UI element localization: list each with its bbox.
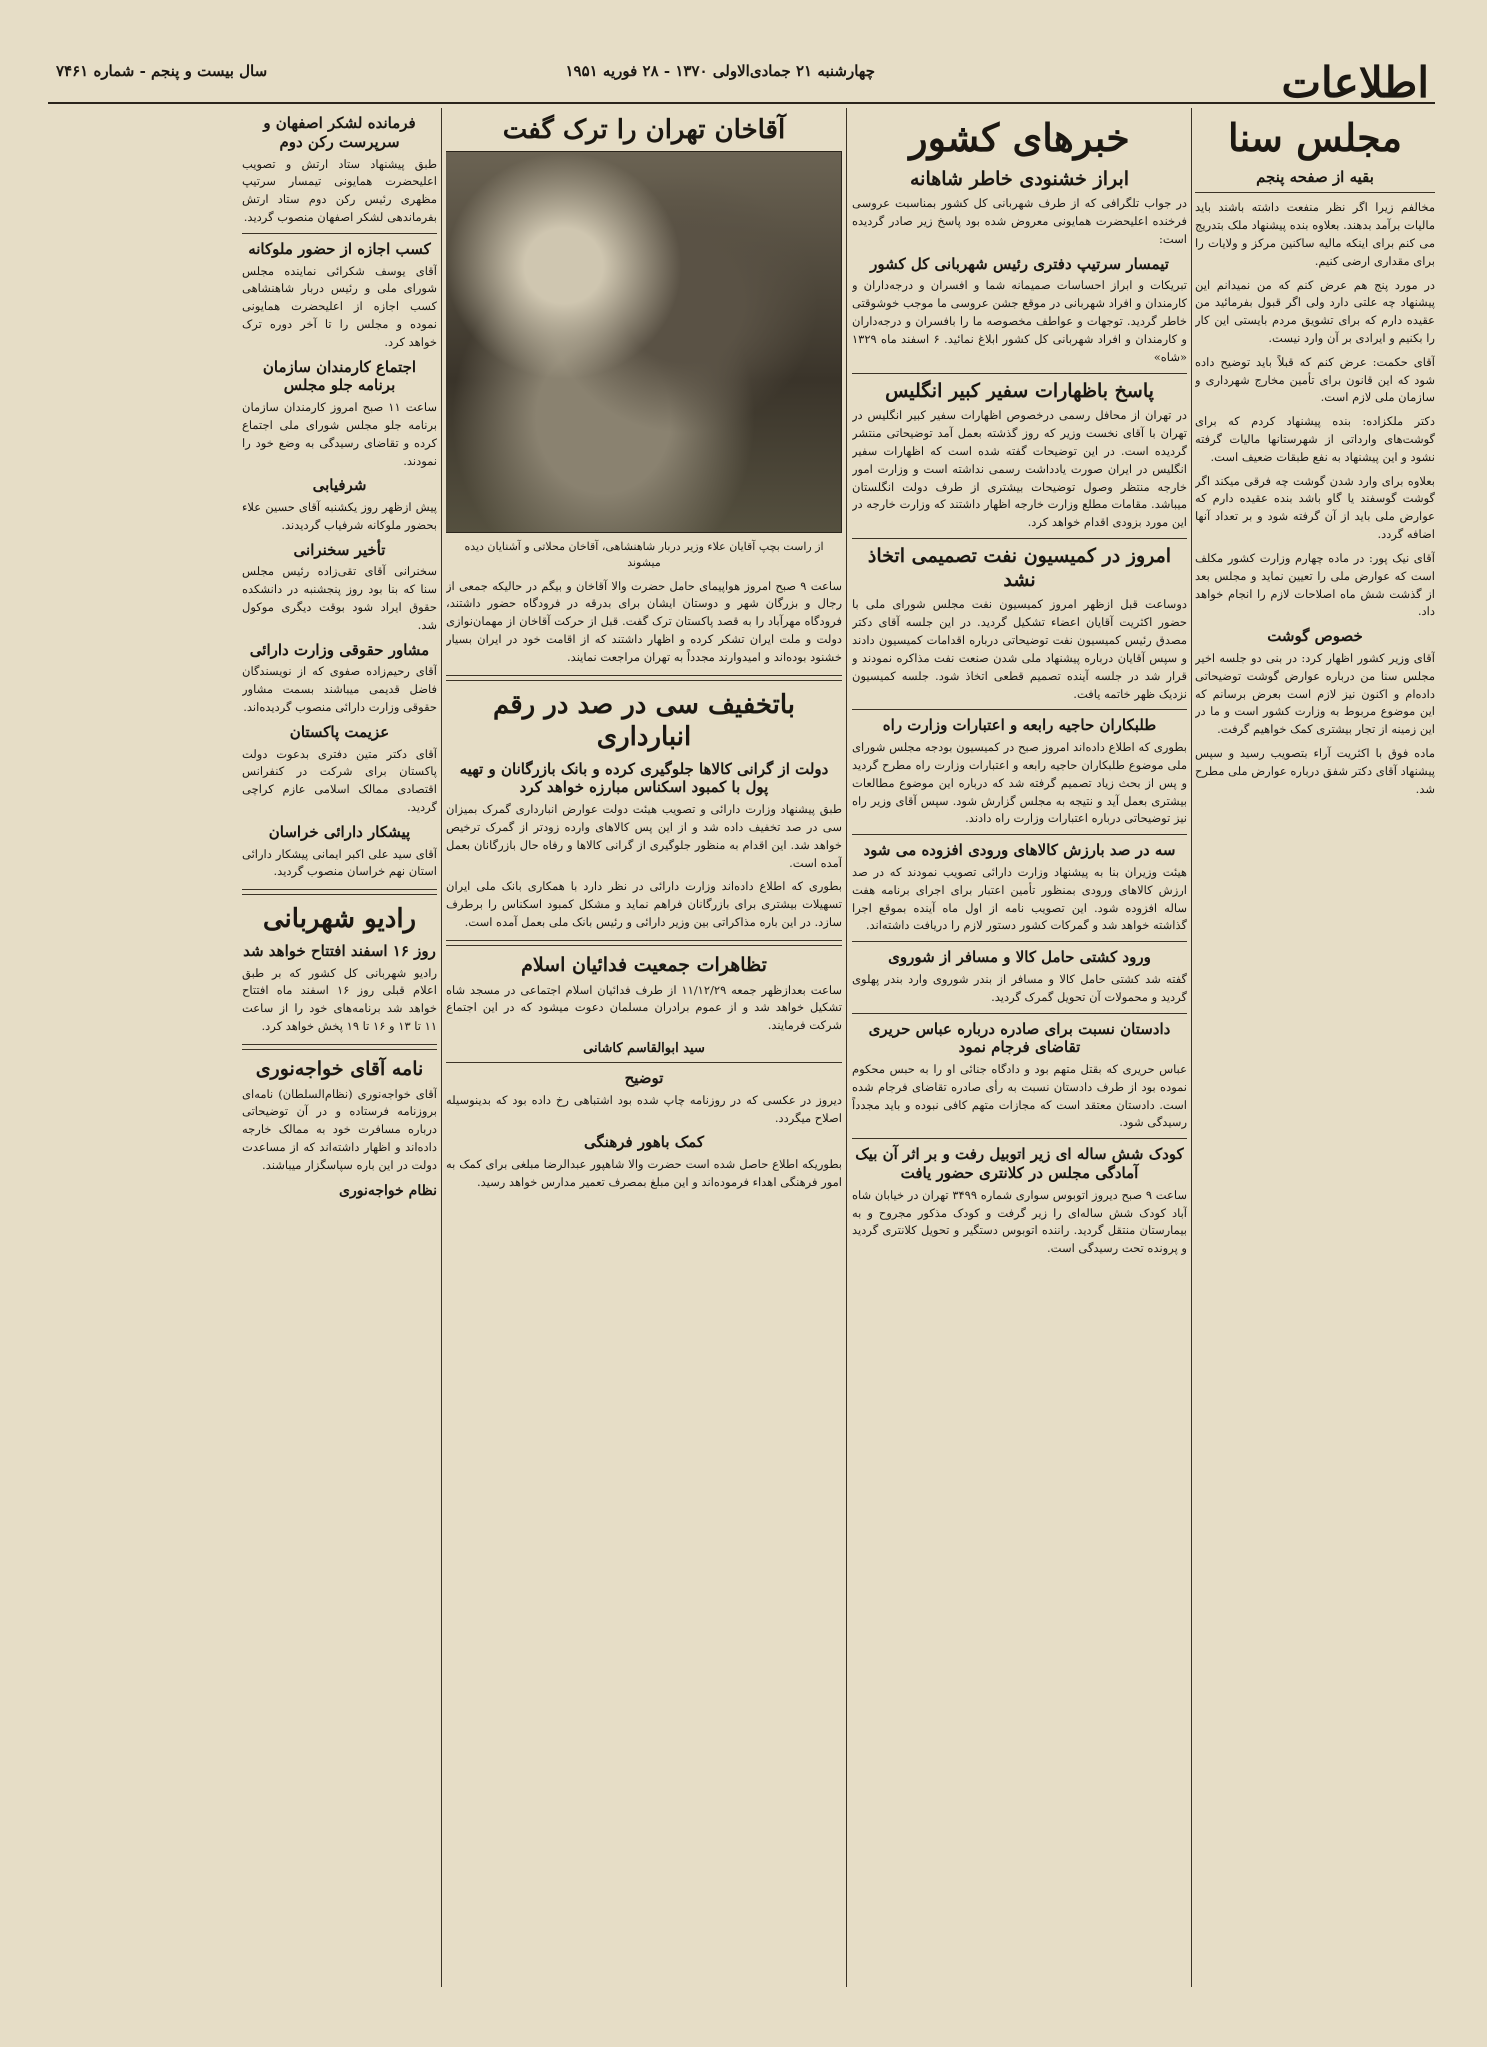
paragraph: بطوری که اطلاع داده‌اند وزارت دارائی در نظر دارد با همکاری بانک ملی ایران تسهیلات بیشتری برای بازرگانان فراهم نماید و مشکل کمبود اسکناس را برطرف سازد. در این باره مذاکراتی بین وزیر دارائی و رئیس بانک ملی بعمل آمده است. xyxy=(446,879,842,929)
paragraph: گفته شد کشتی حامل کالا و مسافر از بندر شوروی وارد بندر پهلوی گردید و محمولات آن تحویل گمرک گردید. xyxy=(852,971,1187,1004)
column-domestic-news xyxy=(852,108,1187,1987)
divider xyxy=(1195,192,1435,193)
article-heading: کمک باهور فرهنگی xyxy=(584,1133,704,1152)
paragraph: آقای یوسف شکرائی نماینده مجلس شورای ملی و رئیس دربار شاهنشاهی کسب اجازه از اعلیحضرت همایونی نموده و مجلس را تا آخر دوره ترک خواهد کرد. xyxy=(242,263,437,349)
paragraph: ساعت ۹ صبح دیروز اتوبوس سواری شماره ۳۴۹۹ تهران در خیابان شاه آباد کودک شش ساله‌ای را زیر گرفت و کودک مذکور مجروح و به بیمارستان منتقل گردید. راننده اتوبوس دستگیر و تحویل کلانتری گردید و پرونده تحت رسیدگی است. xyxy=(852,1187,1187,1256)
divider xyxy=(852,538,1187,539)
paragraph: ساعت ۱۱ صبح امروز کارمندان سازمان برنامه جلو مجلس شورای ملی اجتماع کرده و تقاضای رسیدگی به وضع خود را نمودند. xyxy=(242,400,437,468)
article-heading: مشاور حقوقی وزارت دارائی xyxy=(249,640,430,659)
article-subtitle: ابراز خشنودی خاطر شاهانه xyxy=(909,167,1130,190)
divider xyxy=(446,940,842,946)
photo-image xyxy=(446,151,842,533)
column-rule xyxy=(846,108,847,1987)
paragraph: ساعت بعدازظهر جمعه ۱۱/۱۲/۲۹ از طرف فدائیان اسلام اجتماعی در مسجد شاه تشکیل خواهد شد و از عموم برادران مسلمان دعوت میشود که در این اجتماع شرکت فرمایند. xyxy=(446,982,842,1033)
article-heading: ورود کشتی حامل کالا و مسافر از شوروی xyxy=(888,948,1151,967)
divider xyxy=(852,709,1187,710)
column-rule xyxy=(1191,108,1192,1987)
article-title: باتخفیف سی در صد در رقم انبارداری xyxy=(492,689,796,753)
paragraph: آقای وزیر کشور اظهار کرد: در بنی دو جلسه اخیر مجلس سنا من درباره عوارض گوشت توضیحاتی داده‌ام و اکنون نیز لازم است بعرض برسانم که این موضوع مربوط به وزارت کشور است و ما در این زمینه از تجار بیشتری کمک خواهیم گرفت. xyxy=(1195,650,1435,737)
section-heading: خصوص گوشت xyxy=(1267,627,1363,646)
paragraph: آقای حکمت: عرض کنم که قبلاً باید توضیح داده شود که این قانون برای تأمین مخارج شهرداری و سازمان ملی لازم است. xyxy=(1195,354,1435,405)
article-heading: عزیمت پاکستان xyxy=(289,722,390,741)
paragraph: آقای نیک پور: در ماده چهارم وزارت کشور مکلف است که عوارض ملی را تعیین نماید و مجلس بعد از گذشت شش ماه اصلاحات لازم را انجام خواهد داد. xyxy=(1195,550,1435,619)
article-heading: طلبکاران حاجیه رابعه و اعتبارات وزارت راه xyxy=(882,716,1157,735)
column-photo-news xyxy=(446,108,842,1987)
news-photo xyxy=(446,151,842,533)
dateline: چهارشنبه ۲۱ جمادی‌الاولی ۱۳۷۰ - ۲۸ فوریه ۱۹۵۱ xyxy=(565,62,875,80)
article-heading: کسب اجازه از حضور ملوکانه xyxy=(248,239,431,258)
divider xyxy=(852,1138,1187,1139)
signature: سید ابوالقاسم کاشانی xyxy=(583,1040,705,1056)
paragraph: بطوری که اطلاع داده‌اند امروز صبح در کمیسیون بودجه مجلس شورای ملی موضوع طلبکاران حاجیه رابعه و اعتبارات وزارت راه مطرح گردید و پس از بحث زیاد تصمیم گرفته شد که درباره این موضوع مطالعات بیشتری بعمل آید و نتیجه به مجلس گزارش شود. سپس آقای وزیر راه نیز توضیحاتی درباره اعتبارات وزارت راه دادند. xyxy=(852,740,1187,826)
paragraph: بعلاوه برای وارد شدن گوشت چه فرقی میکند اگر گوشت گوسفند یا گاو باشد بنده عقیده دارم که عوارض ملی باید از آن گرفته شود و بر تعداد آنها اضافه گردد. xyxy=(1195,473,1435,542)
volume-number: سال بیست و پنجم - شماره ۷۴۶۱ xyxy=(56,62,268,80)
paragraph: در جواب تلگرافی که از طرف شهربانی کل کشور بمناسبت عروسی فرخنده اعلیحضرت همایونی معروض شده بود پاسخ زیر صادر گردیده است: xyxy=(852,196,1187,246)
paragraph: آقای دکتر متین دفتری بدعوت دولت پاکستان برای شرکت در کنفرانس اقتصادی ممالک اسلامی عازم کراچی گردید. xyxy=(242,746,437,815)
article-heading: کودک شش ساله ای زیر اتوبیل رفت و بر اثر آن بیک آمادگی مجلس در کلانتری حضور یافت xyxy=(855,1145,1184,1182)
paragraph: عباس حریری که بقتل متهم بود و دادگاه جنائی او را به حبس محکوم نموده بود از طرف دادستان نسبت به رأی صادره تقاضای فرجام شده است. دادستان معتقد است که مجازات متهم کافی نبوده و باید مجدداً رسیدگی شود. xyxy=(852,1062,1187,1130)
photo-caption: از راست بچپ آقایان علاء وزیر دربار شاهنشاهی، آقاخان محلاتی و آشنایان دیده میشوند xyxy=(464,539,824,569)
article-subtitle: روز ۱۶ اسفند افتتاح خواهد شد xyxy=(243,941,436,960)
paragraph: دیروز در عکسی که در روزنامه چاپ شده بود اشتباهی رخ داده بود که بدینوسیله اصلاح میگردد. xyxy=(446,1092,842,1125)
paragraph: رادیو شهربانی کل کشور که بر طبق اعلام قبلی روز ۱۶ اسفند ماه افتتاح خواهد شد برنامه‌های خود را از ساعت ۱۱ تا ۱۳ و ۱۶ تا ۱۹ پخش خواهد کرد. xyxy=(242,965,437,1033)
paragraph: در تهران از محافل رسمی درخصوص اظهارات سفیر کبیر انگلیس در تهران با آقای نخست وزیر که روز گذشته بعمل آمد توضیحاتی منتشر گردیده است. در این توضیحات گفته شده است که اظهارات سفیر انگلیس در ایران صورت یادداشت رسمی نداشته است و وزارت امور خارجه منتظر وصول توضیحات بیشتری از طرف دولت انگلستان میباشد. مقامات مطلع وزارت خارجه اظهار داشتند که وزارت خارجه در این مورد بزودی اقدام خواهد کرد. xyxy=(852,408,1187,530)
paragraph: مخالفم زیرا اگر نظر منفعت داشته باشند باید مالیات برآمد بدهند. بعلاوه بنده پیشنهاد ملک بتدریج می کنم برای اینکه مالیه ساکنین مرکز و ولایات را برای مقداری ارضی کنیم. xyxy=(1195,200,1435,268)
article-heading: دادستان نسبت برای صادره درباره عباس حریری تقاضای فرجام نمود xyxy=(868,1019,1171,1057)
article-title: خبرهای کشور xyxy=(909,115,1130,160)
article-heading: اجتماع کارمندان سازمان برنامه جلو مجلس xyxy=(262,357,417,395)
article-title: رادیو شهربانی xyxy=(262,904,417,935)
masthead xyxy=(48,58,1435,107)
paragraph: پیش ازظهر روز یکشنبه آقای حسین علاء بحضور ملوکانه شرفیاب گردیدند. xyxy=(242,500,437,532)
paragraph: هیئت وزیران بنا به پیشنهاد وزارت دارائی تصویب نمودند که در صد ارزش کالاهای ورودی بمنظور تأمین اعتبار برای اجرای برنامه هفت ساله افزوده شود. این تصویب نامه از اول ماه آینده بموقع اجرا گذاشته خواهد شد و گمرکات کشور دستور لازم را دریافت داشته‌اند. xyxy=(852,864,1187,933)
divider xyxy=(446,675,842,681)
paragraph: طبق پیشنهاد وزارت دارائی و تصویب هیئت دولت عوارض انبارداری گمرک بمیزان سی در صد تخفیف داده شد و از این پس کالاهای وارده زودتر از گمرک ترخیص خواهد شد. این اقدام به منظور جلوگیری از گرانی کالاها و رفاه حال بازرگانان بعمل آمده است. xyxy=(446,802,842,870)
paragraph: سخنرانی آقای تقی‌زاده رئیس مجلس سنا که بنا بود روز پنجشنبه در دانشکده حقوق ایراد شود بوقت دیگری موکول شد. xyxy=(242,564,437,632)
paragraph: دوساعت قبل ازظهر امروز کمیسیون نفت مجلس شورای ملی با حضور اکثریت آقایان اعضاء تشکیل گردید. در این جلسه آقای دکتر مصدق رئیس کمیسیون نفت توضیحاتی درباره اقدامات کمیسیون دادند و سپس آقایان درباره پیشنهاد ملی شدن صنعت نفت مذاکره نمودند و قرار شد در جلسه آینده تصمیم قطعی اتخاذ شود. جلسه کمیسیون نزدیک ظهر خاتمه یافت. xyxy=(852,597,1187,701)
divider xyxy=(242,233,437,234)
divider xyxy=(852,941,1187,942)
divider xyxy=(852,373,1187,374)
article-heading: سه در صد بارزش کالاهای ورودی افزوده می شود xyxy=(863,841,1176,860)
article-title: تظاهرات جمعیت فدائیان اسلام xyxy=(521,953,767,976)
divider xyxy=(242,1044,437,1050)
paragraph: طبق پیشنهاد ستاد ارتش و تصویب اعلیحضرت همایونی تیمسار سرتیپ مظهری رئیس رکن دوم ستاد ارتش بفرماندهی لشکر اصفهان منصوب گردید. xyxy=(242,156,437,224)
article-title: نامه آقای خواجه‌نوری xyxy=(255,1057,424,1080)
paragraph: آقای سید علی اکبر ایمانی پیشکار دارائی استان نهم خراسان منصوب گردید. xyxy=(242,846,437,879)
divider xyxy=(242,889,437,895)
divider xyxy=(852,1013,1187,1014)
paragraph: در مورد پنج هم عرض کنم که من نمیدانم این پیشنهاد چه علتی دارد ولی اگر قبول بفرمائید من عقیده دارم که برای تشویق مردم بایستی این کار را بکنیم و ایرادی بر آن وارد نیست. xyxy=(1195,277,1435,345)
paper-name: اطلاعات xyxy=(1281,58,1429,107)
paragraph: دکتر ملکزاده: بنده پیشنهاد کردم که برای گوشت‌های وارداتی از شهرستانها مالیات گرفته نشود و این پیشنهاد به نفع طبقات ضعیف است. xyxy=(1195,414,1435,464)
article-heading: تأخیر سخنرانی xyxy=(293,540,386,559)
article-heading: پیشکار دارائی خراسان xyxy=(268,822,411,841)
divider xyxy=(446,1062,842,1063)
paragraph: آقای خواجه‌نوری (نظام‌السلطان) نامه‌ای بروزنامه فرستاده و در آن توضیحاتی درباره مسافرت خود به ممالک خارجه داده‌اند و اظهار داشته‌اند که از مساعدت دولت در این باره سپاسگزار میباشند. xyxy=(242,1086,437,1172)
column-rule xyxy=(441,108,442,1987)
column-senate xyxy=(1195,108,1435,1987)
paragraph: تبریکات و ابراز احساسات صمیمانه شما و افسران و درجه‌داران و کارمندان و افراد شهربانی در موقع جشن عروسی ما موجب خوشوقتی خاطر گردید. توجهات و عواطف مخصوصه ما را بافسران و درجه‌داران و کارمندان و افراد شهربانی کل کشور ابلاغ نمائید. ۶ اسفند ماه ۱۳۲۹ «شاه» xyxy=(852,278,1187,364)
article-heading: فرمانده لشکر اصفهان و سرپرست رکن دوم xyxy=(263,114,416,151)
article-subtitle: بقیه از صفحه پنجم xyxy=(1256,167,1374,186)
article-heading: پاسخ باظهارات سفیر کبیر انگلیس xyxy=(885,379,1154,402)
article-heading: توضیح xyxy=(624,1068,664,1087)
article-heading: شرفیابی xyxy=(312,476,367,495)
paragraph: بطوریکه اطلاع حاصل شده است حضرت والا شاهپور عبدالرضا مبلغی برای کمک به امور فرهنگی اهداء فرموده‌اند و این مبلغ بمصرف تعمیر مدارس خواهد رسید. xyxy=(446,1157,842,1189)
article-title: آقاخان تهران را ترک گفت xyxy=(502,115,786,145)
article-subtitle: دولت از گرانی کالاها جلوگیری کرده و بانک بازرگانان و تهیه پول با کمبود اسکناس مبارزه خواهد کرد xyxy=(459,759,829,797)
article-heading: امروز در کمیسیون نفت تصمیمی اتخاذ نشد xyxy=(867,544,1172,591)
column-short-items xyxy=(242,108,437,1987)
signature: نظام خواجه‌نوری xyxy=(339,1182,437,1199)
paragraph: ماده فوق با اکثریت آراء بتصویب رسید و سپس پیشنهاد آقای دکتر شفق درباره عوارض ملی مطرح شد. xyxy=(1195,745,1435,796)
divider xyxy=(852,834,1187,835)
paragraph: آقای رحیم‌زاده صفوی که از نویسندگان فاضل قدیمی میباشند بسمت مشاور حقوقی وزارت دارائی منصوب گردیده‌اند. xyxy=(242,664,437,715)
article-title: مجلس سنا xyxy=(1227,115,1403,160)
paragraph: ساعت ۹ صبح امروز هواپیمای حامل حضرت والا آقاخان و بیگم در حالیکه جمعی از رجال و بزرگان شهر و دوستان ایشان برای بدرقه در فرودگاه حضور داشتند، فرودگاه مهرآباد را به قصد پاکستان ترک گفت. قبل از حرکت آقاخان از مهمان‌نوازی دولت و ملت ایران تشکر کرده و اظهار داشتند که از اقامت خود در ایران بسیار خشنود بوده‌اند و امیدوارند مجدداً به تهران مراجعت نمایند. xyxy=(446,578,842,664)
telegram-heading: تیمسار سرتیپ دفتری رئیس شهربانی کل کشور xyxy=(870,254,1169,273)
